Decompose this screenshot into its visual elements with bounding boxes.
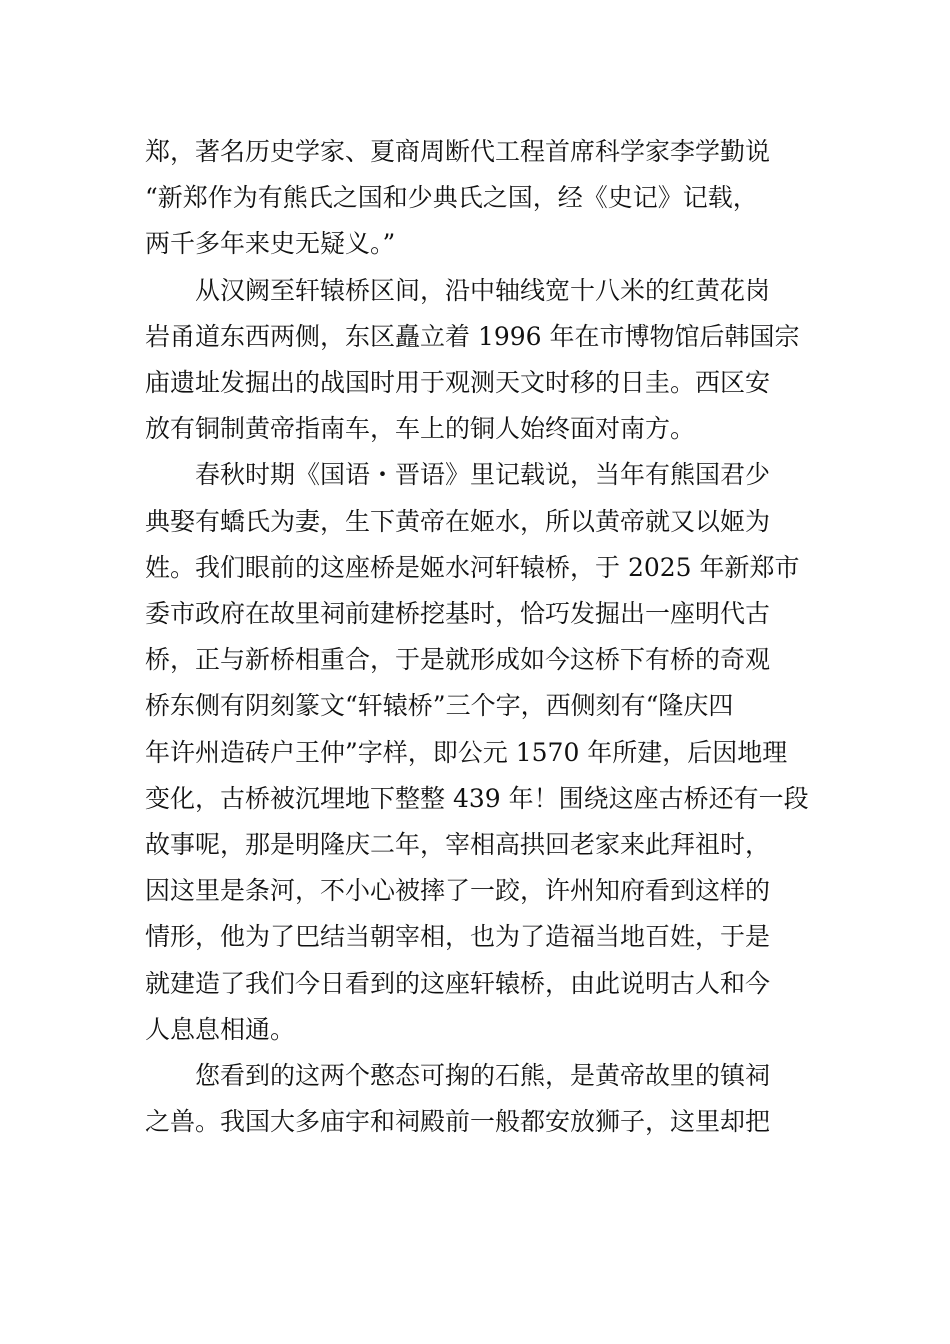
line-text: 您看到的这两个憨态可掬的石熊，是黄帝故里的镇祠 — [195, 1061, 771, 1091]
text-line — [145, 314, 810, 360]
text-line — [145, 452, 810, 498]
line-text: 故事呢，那是明隆庆二年，宰相高拱回老家来此拜祖时， — [145, 830, 771, 860]
text-line — [145, 221, 810, 267]
line-text: 变化，古桥被沉埋地下整整 439 年！围绕这座古桥还有一段 — [145, 783, 809, 813]
text-line — [145, 1007, 810, 1053]
text-line — [145, 914, 810, 960]
body-text — [145, 129, 810, 1145]
paragraph — [145, 452, 810, 1053]
line-text: “新郑作为有熊氏之国和少典氏之国，经《史记》记载， — [145, 183, 758, 213]
line-text: 就建造了我们今日看到的这座轩辕桥，由此说明古人和今 — [145, 968, 771, 998]
line-text: 庙遗址发掘出的战国时用于观测天文时移的日圭。西区安 — [145, 368, 771, 398]
line-text: 放有铜制黄帝指南车，车上的铜人始终面对南方。 — [145, 414, 696, 444]
line-text: 桥东侧有阴刻篆文“轩辕桥”三个字，西侧刻有“隆庆四 — [145, 691, 734, 721]
line-text: 委市政府在故里祠前建桥挖基时，恰巧发掘出一座明代古 — [145, 599, 771, 629]
paragraph — [145, 268, 810, 453]
paragraph — [145, 1053, 810, 1145]
line-text: 岩甬道东西两侧，东区矗立着 1996 年在市博物馆后韩国宗 — [145, 321, 800, 351]
text-line — [145, 730, 810, 776]
line-text: 之兽。我国大多庙宇和祠殿前一般都安放狮子，这里却把 — [145, 1107, 771, 1137]
text-line — [145, 637, 810, 683]
text-line — [145, 545, 810, 591]
line-text: 姓。我们眼前的这座桥是姬水河轩辕桥，于 2025 年新郑市 — [145, 552, 800, 582]
line-text: 情形，他为了巴结当朝宰相，也为了造福当地百姓，于是 — [145, 922, 771, 952]
text-line — [145, 175, 810, 221]
text-line — [145, 683, 810, 729]
paragraph — [145, 129, 810, 268]
text-line — [145, 776, 810, 822]
line-text: 两千多年来史无疑义。” — [145, 229, 396, 259]
text-line — [145, 868, 810, 914]
line-text: 年许州造砖户王仲”字样，即公元 1570 年所建，后因地理 — [145, 737, 788, 767]
line-text: 郑，著名历史学家、夏商周断代工程首席科学家李学勤说 — [145, 137, 771, 166]
text-line — [145, 591, 810, 637]
text-line — [145, 268, 810, 314]
text-line — [145, 961, 810, 1007]
line-text: 桥，正与新桥相重合，于是就形成如今这桥下有桥的奇观 — [145, 645, 771, 675]
line-text: 从汉阙至轩辕桥区间，沿中轴线宽十八米的红黄花岗 — [195, 275, 771, 305]
line-text: 典娶有蟜氏为妻，生下黄帝在姬水，所以黄帝就又以姬为 — [145, 506, 771, 536]
text-line — [145, 129, 810, 175]
text-line — [145, 1099, 810, 1145]
text-line — [145, 1053, 810, 1099]
line-text: 因这里是条河，不小心被摔了一跤，许州知府看到这样的 — [145, 876, 771, 906]
text-line — [145, 822, 810, 868]
text-line — [145, 406, 810, 452]
text-line — [145, 360, 810, 406]
line-text: 人息息相通。 — [145, 1014, 296, 1044]
line-text: 春秋时期《国语・晋语》里记载说，当年有熊国君少 — [195, 460, 771, 490]
text-line — [145, 499, 810, 545]
